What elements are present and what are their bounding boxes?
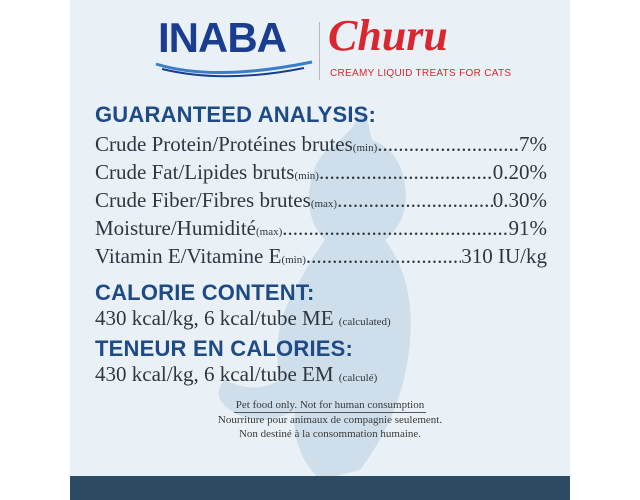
analysis-row-value: 0.30% <box>492 188 547 212</box>
inaba-logo: INABA <box>158 14 286 61</box>
disclaimer-line-fr-2: Non destiné à la consommation humaine. <box>238 428 422 440</box>
analysis-row <box>95 244 547 269</box>
analysis-row-label: Moisture/Humidité <box>95 216 256 240</box>
disclaimer-line-fr-1: Nourriture pour animaux de compagnie seulement. <box>217 414 443 426</box>
analysis-row <box>95 132 547 157</box>
calorie-content-text: 430 kcal/kg, 6 kcal/tube ME <box>95 306 334 330</box>
teneur-calories-line <box>95 362 377 387</box>
analysis-row-label: Crude Fiber/Fibres brutes <box>95 188 311 212</box>
analysis-row-qualifier: (min) <box>294 170 319 182</box>
churu-tagline: CREAMY LIQUID TREATS FOR CATS <box>330 68 512 79</box>
label-panel <box>70 0 570 500</box>
disclaimer <box>180 398 480 441</box>
analysis-row <box>95 216 547 241</box>
analysis-row-value: 91% <box>508 216 547 240</box>
analysis-row-value: 7% <box>519 132 547 156</box>
analysis-row-value: 310 IU/kg <box>461 244 547 268</box>
dot-leader <box>337 188 493 213</box>
analysis-row <box>95 188 547 213</box>
dot-leader <box>306 244 461 269</box>
inaba-swoosh-icon <box>154 56 314 78</box>
analysis-row-qualifier: (max) <box>310 198 338 210</box>
logo-divider <box>319 22 320 80</box>
analysis-row-label: Vitamin E/Vitamine E <box>95 244 282 268</box>
guaranteed-analysis-heading: GUARANTEED ANALYSIS: <box>95 102 377 127</box>
analysis-row-label: Crude Fat/Lipides bruts <box>95 160 295 184</box>
analysis-row-qualifier: (min) <box>281 254 306 266</box>
analysis-row-qualifier: (min) <box>352 142 378 154</box>
calorie-content-line <box>95 306 391 331</box>
calorie-content-heading: CALORIE CONTENT: <box>95 280 315 305</box>
analysis-row-qualifier: (max) <box>256 226 283 238</box>
teneur-calories-note: (calculé) <box>338 372 378 384</box>
brand-header <box>70 12 570 92</box>
churu-logo: Churu <box>328 11 448 60</box>
analysis-row-value: 0.20% <box>492 160 547 184</box>
dot-leader <box>377 132 519 157</box>
teneur-calories-text: 430 kcal/kg, 6 kcal/tube EM <box>95 362 334 386</box>
teneur-calories-heading: TENEUR EN CALORIES: <box>95 336 354 361</box>
footer-band <box>70 476 570 500</box>
analysis-row-label: Crude Protein/Protéines brutes <box>95 132 353 156</box>
calorie-content-note: (calculated) <box>338 316 391 328</box>
disclaimer-line-en: Pet food only. Not for human consumption <box>235 399 425 411</box>
analysis-row <box>95 160 547 185</box>
dot-leader <box>282 216 508 241</box>
dot-leader <box>319 160 493 185</box>
